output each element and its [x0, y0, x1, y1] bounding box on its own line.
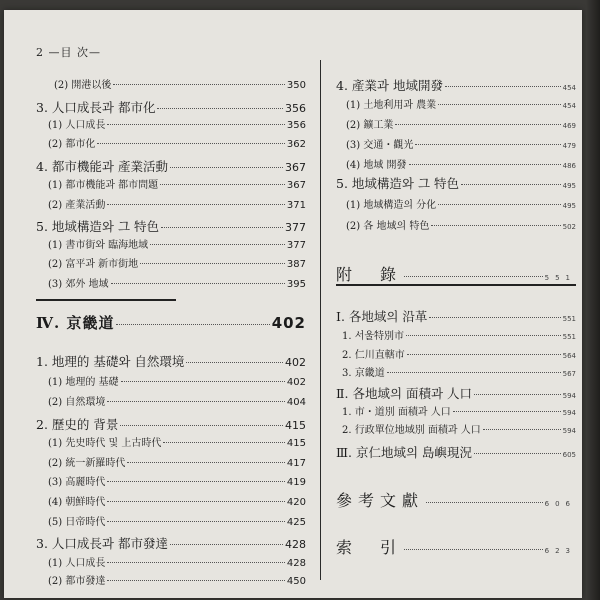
- toc-entry-page: 495: [562, 202, 576, 210]
- toc-entry-page: 419: [286, 477, 306, 488]
- toc-entry-label: (2) 自然環境: [48, 397, 106, 408]
- toc-entry: [36, 157, 306, 175]
- toc-entry-page: 420: [286, 497, 306, 508]
- toc-entry-page: 502: [562, 223, 576, 231]
- toc-entry-page: 362: [286, 139, 306, 150]
- toc-entry: [48, 236, 306, 251]
- leader-dots: [483, 429, 561, 430]
- toc-entry: [48, 255, 306, 270]
- leader-dots: [387, 372, 561, 373]
- running-header: 2 —目 次—: [36, 46, 101, 59]
- toc-entry-label: (1) 地域構造의 分化: [346, 200, 437, 211]
- toc-entry: [342, 421, 576, 436]
- toc-entry-label: 1. 서울特別市: [342, 331, 405, 342]
- leader-dots: [406, 335, 561, 336]
- toc-entry: [346, 217, 576, 232]
- toc-entry: [48, 513, 306, 528]
- toc-entry-page: 428: [285, 538, 306, 551]
- section-rule: [36, 299, 176, 301]
- leader-dots: [120, 425, 283, 426]
- toc-entry: [342, 403, 576, 418]
- leader-dots: [160, 184, 285, 185]
- page-edge-shadow: [586, 0, 600, 600]
- toc-entry: [336, 535, 576, 558]
- toc-entry-label: (3) 郊外 地域: [48, 279, 109, 290]
- leader-dots: [157, 108, 283, 109]
- toc-entry: [48, 176, 306, 191]
- toc-entry-page: 551: [562, 315, 576, 323]
- leader-dots: [107, 204, 285, 205]
- toc-entry-label: 4. 都市機能과 產業活動: [36, 159, 168, 174]
- toc-entry-label: (1) 先史時代 및 上古時代: [48, 438, 162, 449]
- toc-entry: [336, 443, 576, 461]
- leader-dots: [107, 562, 285, 563]
- toc-entry-page: 605: [562, 451, 576, 459]
- toc-entry-label: 5. 地域構造와 그 特色: [336, 176, 459, 191]
- book-page: [4, 10, 582, 598]
- toc-entry-label: (4) 朝鮮時代: [48, 497, 106, 508]
- toc-entry-label: (4) 地域 開發: [346, 160, 407, 171]
- toc-entry-label: (2) 富平과 新市街地: [48, 259, 139, 270]
- toc-entry: [48, 393, 306, 408]
- leader-dots: [107, 580, 285, 581]
- toc-entry-page: 495: [562, 182, 576, 190]
- leader-dots: [163, 442, 285, 443]
- toc-entry-label: (2) 各 地域의 特色: [346, 221, 430, 232]
- toc-entry-page: 450: [286, 576, 306, 587]
- toc-entry: [48, 493, 306, 508]
- toc-entry: [336, 262, 576, 285]
- toc-entry: [48, 135, 306, 150]
- toc-entry-label: (1) 書市街와 臨海地域: [48, 240, 149, 251]
- toc-entry-page: 377: [286, 240, 306, 251]
- toc-entry-label: 2. 歷史的 背景: [36, 417, 119, 432]
- toc-entry-label: Ⅲ. 京仁地域의 島嶼現況: [336, 445, 473, 460]
- leader-dots: [161, 227, 283, 228]
- toc-entry-page: 486: [562, 162, 576, 170]
- toc-entry-label: (5) 日帝時代: [48, 517, 106, 528]
- leader-dots: [474, 394, 561, 395]
- leader-dots: [395, 124, 560, 125]
- column-divider: [320, 60, 321, 580]
- toc-entry-page: 564: [562, 352, 576, 360]
- leader-dots: [426, 502, 543, 503]
- toc-entry-page: 454: [562, 84, 576, 92]
- toc-entry-page: 594: [562, 427, 576, 435]
- toc-entry-label: 3. 京畿道: [342, 368, 385, 379]
- toc-entry: [342, 346, 576, 361]
- toc-entry: [48, 434, 306, 449]
- toc-entry-page: 404: [286, 397, 306, 408]
- toc-entry-label: 2. 行政單位地域別 面積과 人口: [342, 425, 481, 436]
- toc-entry: [54, 76, 306, 91]
- toc-entry-page: 415: [285, 419, 306, 432]
- toc-entry-label: (2) 開港以後: [54, 80, 112, 91]
- toc-entry-label: (1) 土地利用과 農業: [346, 100, 437, 111]
- toc-entry-label: (1) 地理的 基礎: [48, 377, 119, 388]
- toc-entry: [336, 488, 576, 511]
- toc-entry-page: 402: [286, 377, 306, 388]
- leader-dots: [186, 362, 283, 363]
- toc-entry: [36, 415, 306, 433]
- leader-dots: [121, 381, 285, 382]
- leader-dots: [407, 354, 561, 355]
- toc-entry-page: 395: [286, 279, 306, 290]
- leader-dots: [415, 144, 560, 145]
- toc-entry-page: 469: [562, 122, 576, 130]
- toc-entry-label: Ⅰ. 各地域의 沿革: [336, 309, 428, 324]
- toc-entry: [336, 76, 576, 94]
- toc-entry-label: Ⅱ. 各地域의 面積과 人口: [336, 386, 473, 401]
- toc-entry: [342, 327, 576, 342]
- leader-dots: [404, 276, 543, 277]
- toc-entry-label: (2) 統一新羅時代: [48, 458, 126, 469]
- toc-entry-page: 387: [286, 259, 306, 270]
- leader-dots: [438, 204, 560, 205]
- leader-dots: [107, 124, 285, 125]
- toc-entry-label: 索 引: [336, 538, 403, 557]
- toc-entry-page: 415: [286, 438, 306, 449]
- toc-entry-page: 425: [286, 517, 306, 528]
- toc-entry: [48, 275, 306, 290]
- toc-entry: [342, 364, 576, 379]
- leader-dots: [170, 544, 283, 545]
- leader-dots: [429, 317, 560, 318]
- toc-entry-page: 454: [562, 102, 576, 110]
- toc-entry-page: 350: [286, 80, 306, 91]
- toc-entry-label: 2. 仁川直轄市: [342, 350, 405, 361]
- toc-entry-page: 402: [285, 356, 306, 369]
- toc-entry: [36, 98, 306, 116]
- toc-entry-page: 428: [286, 558, 306, 569]
- toc-entry-page: 402: [271, 314, 306, 332]
- toc-entry-page: 606: [544, 500, 576, 508]
- toc-entry: [36, 534, 306, 552]
- toc-entry-label: (2) 產業活動: [48, 200, 106, 211]
- toc-entry-page: 551: [544, 274, 576, 282]
- toc-entry-label: 參考文獻: [336, 491, 425, 510]
- toc-entry: [48, 554, 306, 569]
- toc-entry: [48, 572, 306, 587]
- toc-entry-page: 479: [562, 142, 576, 150]
- toc-entry: [48, 454, 306, 469]
- toc-entry: [336, 174, 576, 192]
- toc-entry: [48, 196, 306, 211]
- toc-entry-page: 551: [562, 333, 576, 341]
- toc-entry-label: 5. 地域構造와 그 特色: [36, 219, 159, 234]
- toc-entry: [346, 96, 576, 111]
- leader-dots: [461, 184, 561, 185]
- toc-entry-page: 367: [285, 161, 306, 174]
- toc-entry-label: 1. 地理的 基礎와 自然環境: [36, 354, 185, 369]
- toc-entry-label: (3) 交通・觀光: [346, 140, 414, 151]
- toc-entry: [346, 196, 576, 211]
- toc-entry-page: 567: [562, 370, 576, 378]
- toc-entry: [346, 116, 576, 131]
- leader-dots: [140, 263, 285, 264]
- leader-dots: [97, 143, 285, 144]
- toc-entry: [36, 217, 306, 235]
- leader-dots: [438, 104, 560, 105]
- toc-entry-page: 367: [286, 180, 306, 191]
- toc-entry-page: 356: [286, 120, 306, 131]
- toc-entry: [346, 136, 576, 151]
- toc-entry-label: 3. 人口成長과 都市化: [36, 100, 156, 115]
- leader-dots: [113, 84, 285, 85]
- toc-entry-page: 594: [562, 392, 576, 400]
- toc-entry-label: 附 錄: [336, 265, 403, 284]
- toc-entry-label: (2) 鑛工業: [346, 120, 394, 131]
- toc-entry: [48, 116, 306, 131]
- toc-entry-page: 356: [285, 102, 306, 115]
- leader-dots: [404, 549, 543, 550]
- toc-entry-page: 371: [286, 200, 306, 211]
- toc-entry: [36, 312, 306, 333]
- toc-entry: [36, 352, 306, 370]
- toc-entry-label: (2) 都市化: [48, 139, 96, 150]
- leader-dots: [409, 164, 561, 165]
- leader-dots: [150, 244, 285, 245]
- toc-entry-label: (2) 都市發達: [48, 576, 106, 587]
- toc-entry: [336, 384, 576, 402]
- leader-dots: [453, 411, 561, 412]
- leader-dots: [170, 167, 283, 168]
- leader-dots: [431, 225, 560, 226]
- toc-entry: [336, 307, 576, 325]
- toc-entry-label: (1) 人口成長: [48, 120, 106, 131]
- leader-dots: [107, 401, 285, 402]
- leader-dots: [127, 462, 285, 463]
- toc-entry-label: (1) 都市機能과 都市問題: [48, 180, 159, 191]
- toc-entry: [48, 373, 306, 388]
- toc-entry: [48, 473, 306, 488]
- toc-entry-page: 377: [285, 221, 306, 234]
- leader-dots: [107, 481, 285, 482]
- toc-entry-label: 4. 產業과 地域開發: [336, 78, 443, 93]
- toc-entry-label: (1) 人口成長: [48, 558, 106, 569]
- toc-entry-page: 417: [286, 458, 306, 469]
- toc-entry-page: 594: [562, 409, 576, 417]
- toc-entry-label: Ⅳ. 京畿道: [36, 314, 115, 332]
- toc-entry-label: 3. 人口成長과 都市發達: [36, 536, 168, 551]
- leader-dots: [107, 521, 285, 522]
- toc-entry: [346, 156, 576, 171]
- leader-dots: [107, 501, 285, 502]
- toc-entry-page: 623: [544, 547, 576, 555]
- leader-dots: [116, 324, 269, 325]
- section-rule: [336, 284, 576, 286]
- leader-dots: [111, 283, 285, 284]
- leader-dots: [445, 86, 561, 87]
- toc-entry-label: 1. 市・道別 面積과 人口: [342, 407, 451, 418]
- leader-dots: [474, 453, 561, 454]
- toc-entry-label: (3) 高麗時代: [48, 477, 106, 488]
